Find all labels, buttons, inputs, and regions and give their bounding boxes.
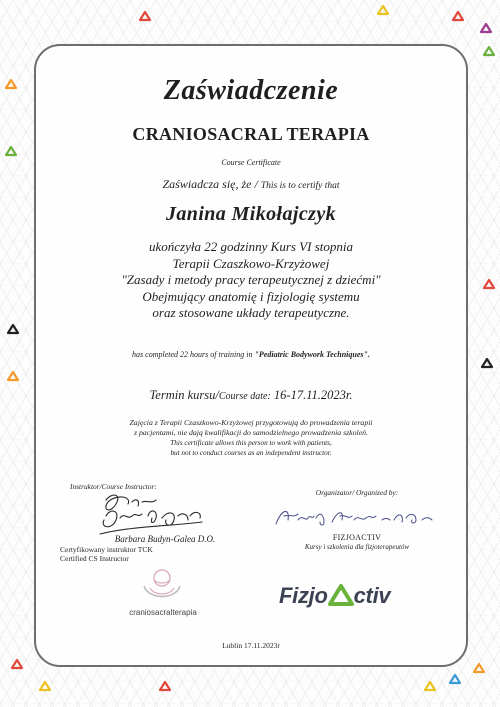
certify-pl: Zaświadcza się, że / [162,177,258,191]
note-pl-line: z pacjentami, nie dają kwalifikacji do samodzielnego prowadzenia szkoleń. [133,428,369,437]
craniosacral-logo-icon [140,566,184,606]
instructor-title: Certyfikowany instruktor TCK [60,545,153,554]
course-description-line: "Zasady i metody pracy terapeutycznej z dziećmi" [121,272,381,288]
course-date-label-en: Course date: [218,391,271,402]
course-date-label-pl: Termin kursu/ [149,388,219,402]
course-date-value: 16-17.11.2023r. [273,388,353,402]
fizjoactiv-logo [279,583,390,609]
course-notes [34,418,468,458]
course-description-line: Terapii Czaszkowo-Krzyżowej [172,255,330,271]
fizjoactiv-logo-text-a: Fizjo [279,583,328,608]
certificate-title: Zaświadczenie [163,75,339,106]
course-date [34,388,468,403]
course-description [34,239,468,322]
fizjoactiv-logo-text-b: ctiv [353,583,391,608]
completed-course: "Pediatric Bodywork Techniques". [254,350,370,359]
note-en-line: but not to conduct courses as an independent instructor. [170,449,332,457]
craniosacral-logo-text: craniosacralterapia [129,608,197,617]
course-certificate-label: Course Certificate [221,158,281,167]
organizer-label: Organizator/ Organized by: [315,488,399,497]
certify-statement [34,177,468,192]
recipient-name: Janina Mikołajczyk [166,203,336,225]
fizjoactiv-triangle-icon [328,584,354,606]
instructor-title-en: Certified CS Instructor [60,554,129,563]
organizer-description: Kursy i szkolenia dla fizjoterapeutów [304,543,410,551]
course-description-line: oraz stosowane układy terapeutyczne. [152,305,350,321]
note-pl-line: Zajęcia z Terapii Czaszkowo-Krzyżowej przygotowują do prowadzenia terapii [129,418,373,427]
course-description-line: Obejmujący anatomię i fizjologię systemu [142,288,360,304]
instructor-label: Instruktor/Course Instructor: [70,482,157,491]
instructor-signature [92,490,212,536]
organizer-name: FIZJOACTIV [332,533,382,542]
note-en-line: This certificate allows this person to work with patients, [170,439,332,447]
instructor-name: Barbara Budyn-Galea D.O. [114,534,216,544]
certificate-subtitle: CRANIOSACRAL TERAPIA [132,124,370,144]
certify-en: This is to certify that [260,181,340,191]
course-description-line: ukończyła 22 godzinny Kurs VI stopnia [148,239,353,254]
completed-statement [34,350,468,359]
footer-place-date: Lublin 17.11.2023r [222,641,280,650]
completed-prefix: has completed 22 hours of training in [132,350,255,359]
organizer-signature [272,502,452,532]
